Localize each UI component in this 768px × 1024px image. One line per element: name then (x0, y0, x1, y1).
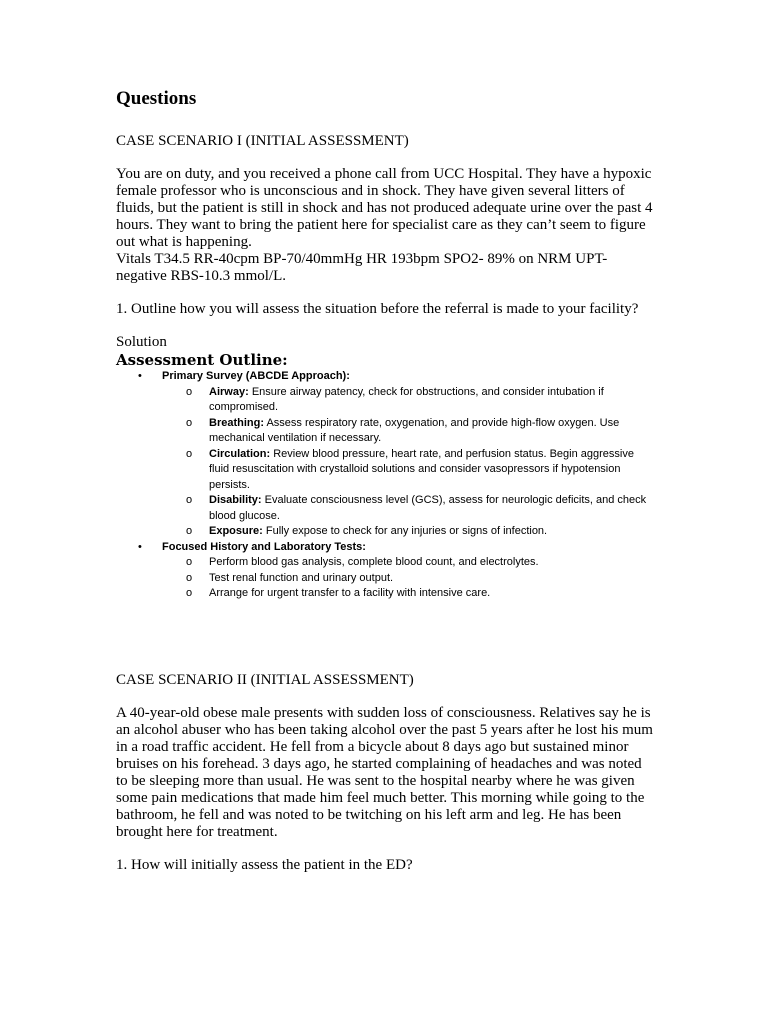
list-item-primary-survey (116, 369, 656, 540)
list-item-focused-history (116, 540, 656, 602)
item-label: Disability: (209, 494, 262, 506)
scenario-1-description: You are on duty, and you received a phone call from UCC Hospital. They have a hypoxic female professor who is unconscious and in shock. They have given several litters of fluids, but the patient is still in shock and has not produced adequate urine over the past 4 hours. They want to bring the patient here for specialist care as they can’t seem to figure out what is happening. (116, 166, 653, 250)
solution-label: Solution (116, 334, 167, 350)
primary-survey-sublist (162, 385, 656, 540)
bullet-disc: • (138, 370, 142, 382)
bullet-circle: o (186, 587, 193, 599)
bullet-circle: o (186, 494, 193, 506)
bullet-circle: o (186, 447, 193, 460)
bullet-circle: o (186, 416, 193, 429)
list-item (162, 416, 656, 447)
scenario-1-question: 1. Outline how you will assess the situation before the referral is made to your facility? (116, 301, 639, 317)
bullet-disc: • (138, 540, 142, 553)
item-text: Assess respiratory rate, oxygenation, and provide high-flow oxygen. Use mechanical ventilation if necessary. (209, 416, 620, 444)
focused-history-sublist (162, 555, 656, 602)
list-item (162, 524, 656, 540)
item-text: Review blood pressure, heart rate, and perfusion status. Begin aggressive fluid resuscitation with crystalloid solutions and consider vasopressors if hypotension persists. (209, 447, 634, 491)
list-item (162, 447, 656, 494)
focused-history-title: Focused History and Laboratory Tests: (162, 540, 366, 553)
item-label: Breathing: (209, 416, 264, 429)
bullet-circle: o (186, 525, 193, 537)
item-text: Perform blood gas analysis, complete blood count, and electrolytes. (209, 556, 539, 568)
item-label: Exposure: (209, 525, 263, 537)
list-item (162, 555, 656, 571)
item-text: Fully expose to check for any injuries or signs of infection. (265, 525, 548, 537)
document-page (116, 88, 656, 874)
item-label: Circulation: (209, 447, 271, 460)
assessment-list (116, 369, 656, 602)
bullet-circle: o (186, 385, 193, 398)
bullet-circle: o (186, 571, 193, 584)
scenario-1-vitals: Vitals T34.5 RR-40cpm BP-70/40mmHg HR 193bpm SPO2- 89% on NRM UPT-negative RBS-10.3 mmol/L. (116, 251, 608, 284)
list-item (162, 493, 656, 524)
list-item (162, 571, 656, 587)
item-text: Ensure airway patency, check for obstructions, and consider intubation if compromised. (209, 385, 604, 413)
page-title: Questions (116, 88, 197, 109)
bullet-circle: o (186, 556, 193, 568)
item-text: Evaluate consciousness level (GCS), assess for neurologic deficits, and check blood glucose. (209, 494, 647, 522)
scenario-1-heading: CASE SCENARIO I (INITIAL ASSESSMENT) (116, 133, 409, 149)
item-text: Arrange for urgent transfer to a facility with intensive care. (209, 587, 491, 599)
scenario-2-question: 1. How will initially assess the patient in the ED? (116, 856, 413, 873)
item-text: Test renal function and urinary output. (209, 571, 394, 584)
scenario-2-description: A 40-year-old obese male presents with sudden loss of consciousness. Relatives say he is an alcohol abuser who has been taking alcohol over the past 5 years after he lost his mum in a road traffic accident. He fell from a bicycle about 8 days ago but sustained minor bruises on his forehead. 3 days ago, he started complaining of headaches and was noted to be sleeping more than usual. He was sent to the hospital nearby where he was given some pain medications that made him feel much better. This morning while going to the bathroom, he fell and was noted to be twitching on his left arm and leg. He has been brought here for treatment. (116, 704, 653, 840)
item-label: Airway: (209, 385, 249, 398)
scenario-2-heading: CASE SCENARIO II (INITIAL ASSESSMENT) (116, 671, 414, 688)
list-item (162, 385, 656, 416)
list-item (162, 586, 656, 602)
assessment-outline-heading: Assessment Outline: (116, 351, 288, 369)
primary-survey-title: Primary Survey (ABCDE Approach): (162, 370, 350, 382)
